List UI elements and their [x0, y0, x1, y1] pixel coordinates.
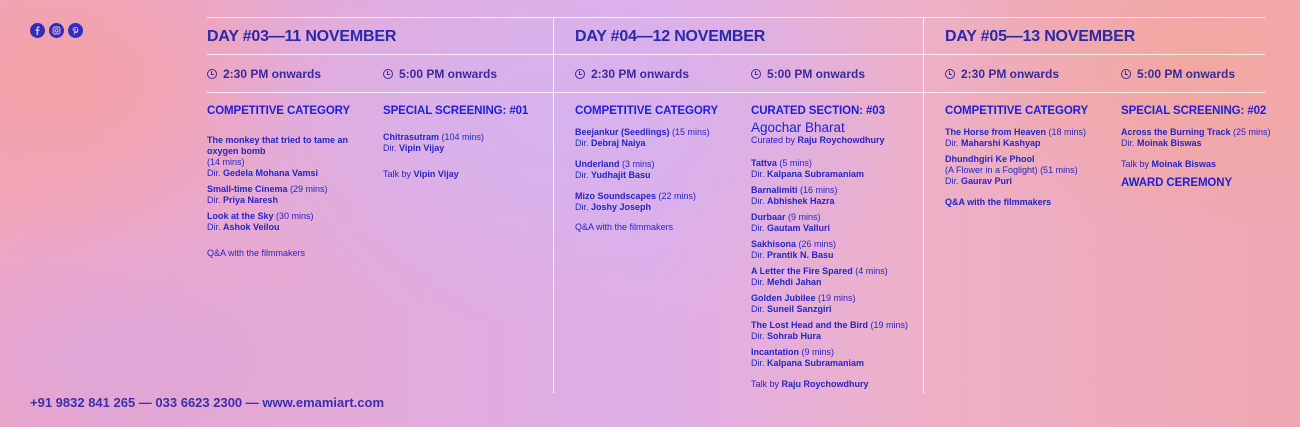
- clock-icon: [945, 69, 955, 79]
- program-column: [945, 105, 1110, 208]
- time-rule: [207, 92, 1265, 93]
- list-item: Durbaar (9 mins) Dir. Gautam Valluri: [751, 212, 831, 233]
- list-item: The Lost Head and the Bird (19 mins) Dir. Sohrab Hura: [751, 320, 909, 341]
- pinterest-icon[interactable]: [68, 23, 83, 38]
- time-slot: 5:00 PM onwards: [751, 67, 865, 81]
- list-item: Incantation (9 mins) Dir. Kalpana Subramaniam: [751, 347, 865, 368]
- category-heading: CURATED SECTION: #03: [751, 105, 885, 117]
- list-item: Small-time Cinema (29 mins) Dir. Priya Naresh: [207, 184, 328, 205]
- list-item: Underland (3 mins) Dir. Yudhajit Basu: [575, 159, 655, 180]
- list-item: Tattva (5 mins) Dir. Kalpana Subramaniam: [751, 158, 865, 179]
- title-rule: [207, 54, 1265, 55]
- day-title: DAY #05—13 NOVEMBER: [945, 28, 1136, 45]
- category-heading: SPECIAL SCREENING: #01: [383, 105, 529, 117]
- talk-note: Talk by Moinak Biswas: [1121, 159, 1217, 169]
- category-heading: SPECIAL SCREENING: #02: [1121, 105, 1267, 117]
- curator-line: Curated by Raju Roychowdhury: [751, 135, 885, 145]
- list-item: Barnalimiti (16 mins) Dir. Abhishek Hazra: [751, 185, 838, 206]
- qa-note: Q&A with the filmmakers: [207, 248, 306, 258]
- list-item: The monkey that tried to tame an oxygen bomb (14 mins) Dir. Gedela Mohana Vamsi: [207, 135, 349, 178]
- program-column: [383, 105, 548, 180]
- clock-icon: [575, 69, 585, 79]
- program-column: [1121, 105, 1281, 189]
- list-item: Look at the Sky (30 mins) Dir. Ashok Veilou: [207, 211, 314, 232]
- facebook-icon[interactable]: [30, 23, 45, 38]
- list-item: Beejankur (Seedlings) (15 mins) Dir. Debraj Naiya: [575, 127, 710, 148]
- time-slot: 2:30 PM onwards: [945, 67, 1059, 81]
- day-title: DAY #04—12 NOVEMBER: [575, 28, 766, 45]
- time-slot: 5:00 PM onwards: [383, 67, 497, 81]
- category-heading: COMPETITIVE CATEGORY: [945, 105, 1089, 117]
- day-title: DAY #03—11 NOVEMBER: [207, 28, 397, 45]
- list-item: Golden Jubilee (19 mins) Dir. Suneil Sanzgiri: [751, 293, 856, 314]
- clock-icon: [383, 69, 393, 79]
- time-slot: 2:30 PM onwards: [575, 67, 689, 81]
- category-heading: COMPETITIVE CATEGORY: [207, 105, 351, 117]
- contact-line: +91 9832 841 265 — 033 6623 2300 — www.emamiart.com: [30, 395, 385, 410]
- list-item: Across the Burning Track (25 mins) Dir. Moinak Biswas: [1121, 127, 1271, 148]
- section-headline: Agochar Bharat: [751, 120, 845, 135]
- category-heading: COMPETITIVE CATEGORY: [575, 105, 719, 117]
- divider-1: [553, 17, 554, 393]
- list-item: Mizo Soundscapes (22 mins) Dir. Joshy Joseph: [575, 191, 697, 212]
- instagram-icon[interactable]: [49, 23, 64, 38]
- time-slot: 2:30 PM onwards: [207, 67, 321, 81]
- social-icons: [30, 23, 83, 38]
- program-column: [207, 105, 357, 259]
- time-slot: 5:00 PM onwards: [1121, 67, 1235, 81]
- list-item: Sakhisona (26 mins) Dir. Prantik N. Basu: [751, 239, 837, 260]
- program-column: [751, 105, 916, 390]
- clock-icon: [207, 69, 217, 79]
- clock-icon: [1121, 69, 1131, 79]
- qa-note: Q&A with the filmmakers: [575, 222, 674, 232]
- program-column: [575, 105, 740, 233]
- list-item: Chitrasutram (104 mins) Dir. Vipin Vijay: [383, 132, 485, 153]
- award-ceremony-heading: AWARD CEREMONY: [1121, 177, 1233, 189]
- list-item: A Letter the Fire Spared (4 mins) Dir. Mehdi Jahan: [751, 266, 888, 287]
- clock-icon: [751, 69, 761, 79]
- divider-2: [923, 17, 924, 393]
- top-rule: [207, 17, 1265, 18]
- qa-note: Q&A with the filmmakers: [945, 197, 1052, 207]
- talk-note: Talk by Raju Roychowdhury: [751, 379, 869, 389]
- list-item: The Horse from Heaven (18 mins) Dir. Maharshi Kashyap: [945, 127, 1087, 148]
- talk-note: Talk by Vipin Vijay: [383, 169, 459, 179]
- list-item: Dhundhgiri Ke Phool (A Flower in a Foglight) (51 mins) Dir. Gaurav Puri: [945, 154, 1078, 186]
